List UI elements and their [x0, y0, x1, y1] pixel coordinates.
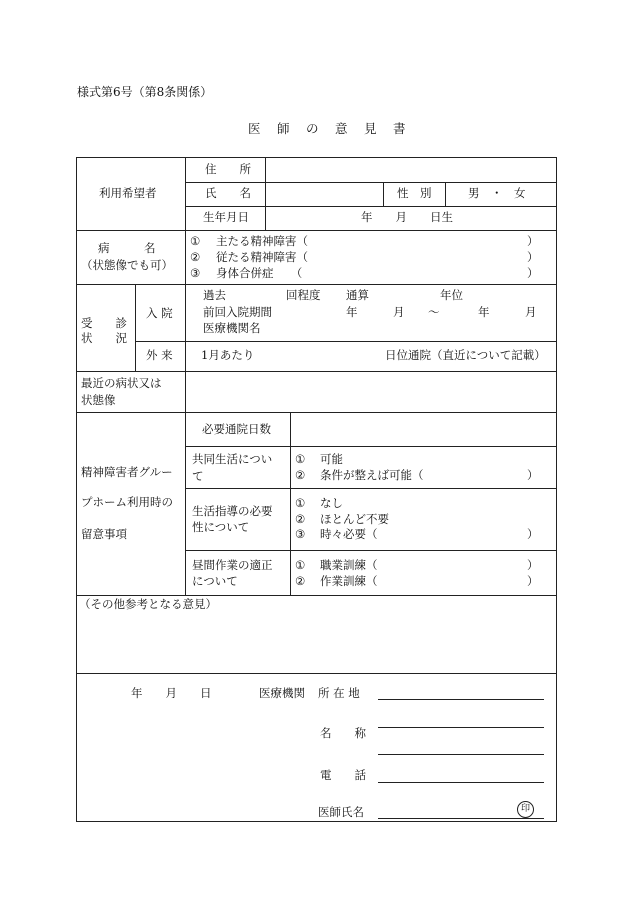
recent-condition-label: 最近の病状又は: [81, 376, 162, 390]
address-field[interactable]: [266, 158, 556, 182]
group-home-label-2: プホーム利用時の: [81, 495, 173, 509]
option-num: ②: [295, 512, 306, 526]
diagnosis-item-text: 身体合併症 （: [216, 266, 303, 280]
inpatient-month1: 月: [393, 305, 405, 319]
institution-name-line-2[interactable]: [378, 754, 544, 755]
institution-label: 医療機関: [259, 686, 305, 700]
institution-name-label: 名 称: [320, 726, 366, 740]
dob-label: 生年月日: [203, 210, 249, 224]
outpatient-label: 外 来: [146, 348, 173, 362]
inpatient-total: 通算: [346, 288, 369, 302]
option-num: ①: [295, 496, 306, 510]
sex-options[interactable]: 男 ・ 女: [468, 186, 526, 200]
option-num: ②: [295, 574, 306, 588]
option-close: ）: [527, 558, 539, 572]
daytime-label-1: 昼間作業の適正: [192, 558, 273, 572]
option-close: ）: [527, 574, 539, 588]
diagnosis-item-close: ）: [527, 234, 539, 248]
inpatient-month2: 月: [525, 305, 537, 319]
diagnosis-item-close: ）: [527, 266, 539, 280]
institution-phone-label: 電 話: [320, 768, 366, 782]
recent-condition-label-sub: 状態像: [81, 393, 116, 407]
diagnosis-item-close: ）: [527, 250, 539, 264]
group-home-label-3: 留意事項: [81, 527, 127, 541]
daytime-label-2: について: [192, 574, 238, 588]
institution-address-line[interactable]: [378, 699, 544, 700]
inpatient-years: 年位: [440, 288, 463, 302]
inpatient-prev: 前回入院期間: [203, 305, 272, 319]
option-text: 職業訓練（: [320, 558, 378, 572]
doctor-name-label: 医師氏名: [318, 805, 364, 819]
guidance-label-1: 生活指導の必要: [192, 504, 273, 518]
option-text: なし: [320, 496, 343, 510]
inpatient-past: 過去: [203, 288, 226, 302]
group-home-label-1: 精神障害者グルー: [81, 465, 173, 479]
diagnosis-label-sub: （状態像でも可）: [81, 258, 173, 272]
communal-label-2: て: [192, 469, 204, 483]
guidance-label-2: 性について: [192, 520, 250, 534]
other-opinions-field[interactable]: [77, 615, 555, 672]
visit-days-field[interactable]: [291, 413, 556, 446]
seal-icon: 印: [517, 801, 534, 818]
diagnosis-item-text: 主たる精神障害（: [216, 234, 308, 248]
applicant-label: 利用希望者: [99, 186, 157, 200]
dob-format[interactable]: 年 月 日生: [361, 210, 453, 224]
option-text: 可能: [320, 452, 343, 466]
page-title: 医 師 の 意 見 書: [248, 121, 408, 136]
option-num: ①: [295, 452, 306, 466]
consultation-label-sub: 状 況: [81, 331, 127, 345]
institution-address-label: 所 在 地: [318, 686, 360, 700]
option-text: 作業訓練（: [320, 574, 378, 588]
inpatient-facility: 医療機関名: [203, 321, 261, 335]
inpatient-times: 回程度: [286, 288, 321, 302]
inpatient-year2: 年: [478, 305, 490, 319]
option-close: ）: [527, 527, 539, 541]
visit-days-label: 必要通院日数: [202, 422, 271, 436]
option-text: 時々必要（: [320, 527, 378, 541]
recent-condition-field[interactable]: [186, 372, 556, 412]
name-label: 氏 名: [205, 186, 251, 200]
diagnosis-item-num: ②: [190, 250, 201, 264]
institution-phone-line[interactable]: [378, 782, 544, 783]
address-label: 住 所: [205, 162, 251, 176]
inpatient-year1: 年: [346, 305, 358, 319]
diagnosis-label: 病 名: [98, 241, 156, 255]
diagnosis-item-text: 従たる精神障害（: [216, 250, 308, 264]
inpatient-label: 入 院: [146, 306, 173, 320]
sex-label: 性 別: [397, 186, 432, 200]
diagnosis-item-num: ③: [190, 266, 201, 280]
other-opinions-label: （その他参考となる意見）: [79, 597, 217, 611]
outpatient-days: 日位通院（直近について記載）: [385, 348, 546, 362]
inpatient-tilde: ～: [428, 305, 440, 319]
signature-date[interactable]: 年 月 日: [131, 686, 212, 700]
communal-label-1: 共同生活につい: [192, 452, 273, 466]
diagnosis-item-num: ①: [190, 234, 201, 248]
option-num: ①: [295, 558, 306, 572]
option-text: ほとんど不要: [320, 512, 389, 526]
name-field[interactable]: [266, 183, 383, 206]
option-close: ）: [527, 468, 539, 482]
doctor-name-line[interactable]: [378, 818, 544, 819]
outpatient-monthly: 1月あたり: [201, 348, 255, 362]
option-num: ②: [295, 468, 306, 482]
form-number: 様式第6号（第8条関係）: [77, 85, 213, 99]
institution-name-line[interactable]: [378, 727, 544, 728]
option-num: ③: [295, 527, 306, 541]
consultation-label: 受 診: [81, 316, 127, 330]
option-text: 条件が整えば可能（: [320, 468, 424, 482]
